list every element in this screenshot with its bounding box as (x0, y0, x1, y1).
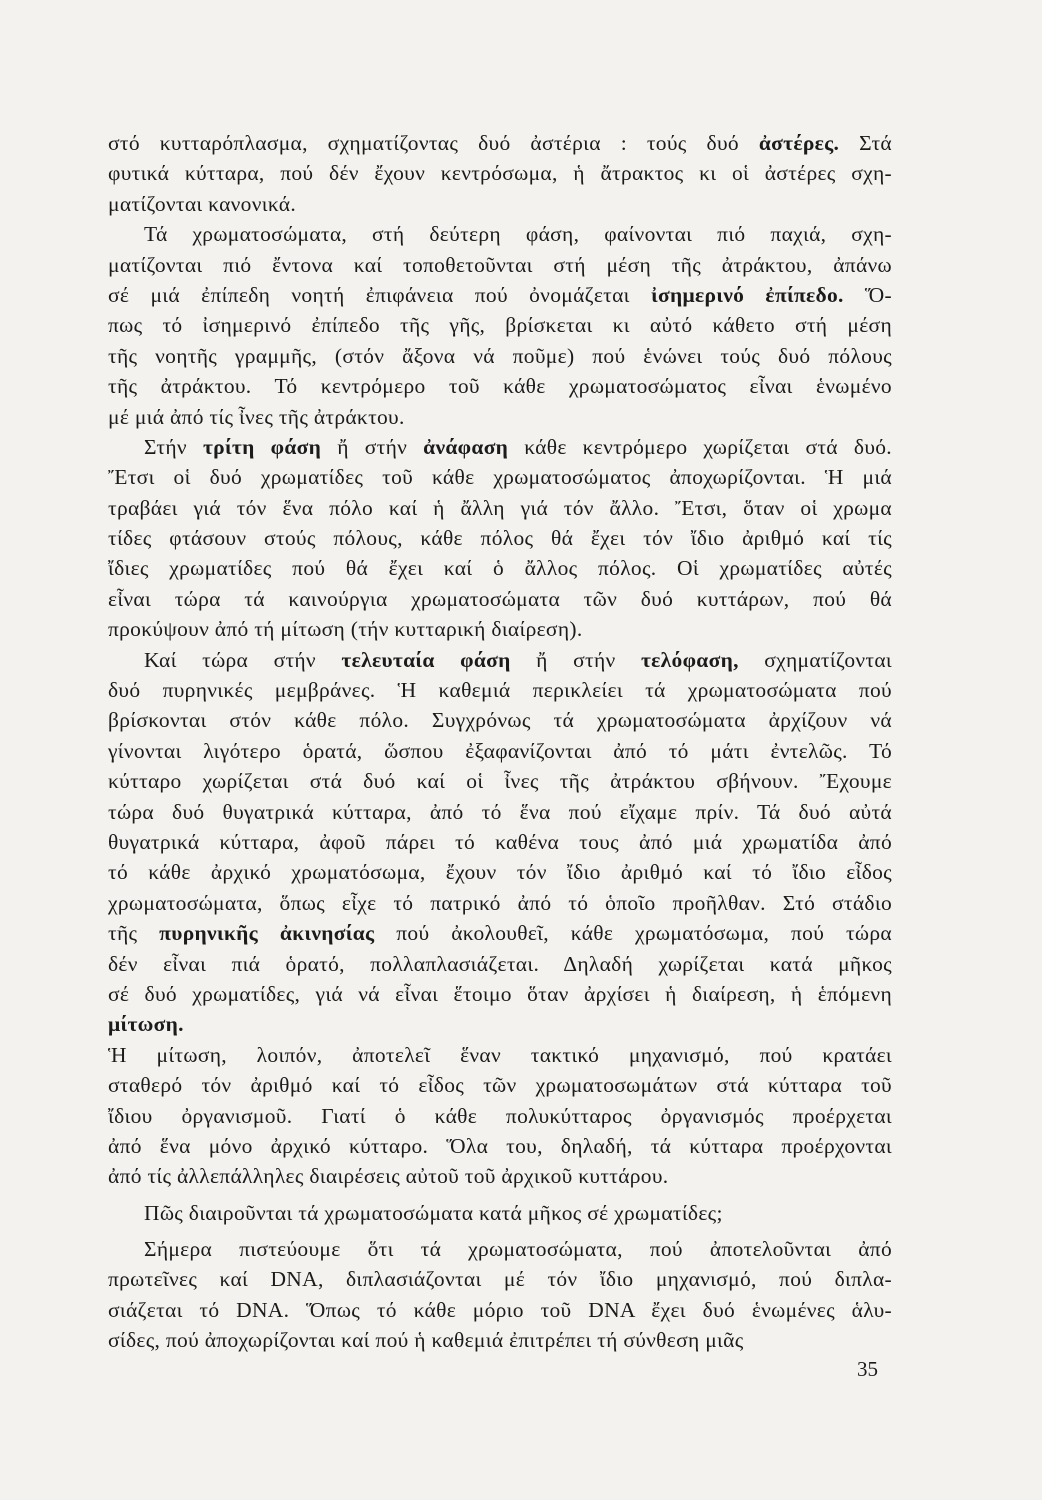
text-run: ἤ στήν (321, 434, 424, 459)
text-run: ἀπό ἕνα μόνο ἀρχικό κύτταρο. Ὅλα του, δηλαδή, τά κύτταρα προέρχονται (108, 1133, 892, 1158)
text-line (108, 736, 892, 766)
text-run: σχηματίζονται (738, 647, 892, 672)
text-run: ματίζονται κανονικά. (108, 191, 297, 216)
text-line (108, 645, 892, 675)
text-run: τῆς (108, 921, 160, 946)
text-line (108, 797, 892, 827)
text-run: σταθερό τόν ἀριθμό καί τό εἶδος τῶν χρωματοσωμάτων στά κύτταρα τοῦ (108, 1073, 892, 1098)
text-line (108, 584, 892, 614)
text-line (108, 1101, 892, 1131)
text-run: ἴδιες χρωματίδες πού θά ἔχει καί ὁ ἄλλος πόλος. Οἱ χρωματίδες αὐτές (108, 556, 892, 581)
text-line (108, 189, 892, 219)
text-run: Ἔτσι οἱ δυό χρωματίδες τοῦ κάθε χρωματοσώματος ἀποχωρίζονται. Ἡ μιά (108, 465, 892, 490)
text-line (108, 310, 892, 340)
bold-term: ἰσημερινό ἐπίπεδο. (651, 282, 844, 307)
text-line (108, 158, 892, 188)
text-line (108, 1131, 892, 1161)
text-line (108, 128, 892, 158)
text-line (108, 949, 892, 979)
text-run: θυγατρικά κύτταρα, ἀφοῦ πάρει τό καθένα τους ἀπό μιά χρωματίδα ἀπό (108, 829, 892, 854)
text-run: Καί τώρα στήν (144, 647, 342, 672)
text-run: τώρα δυό θυγατρικά κύτταρα, ἀπό τό ἕνα πού εἴχαμε πρίν. Τά δυό αὐτά (108, 799, 892, 824)
text-line (108, 371, 892, 401)
text-run: προκύψουν ἀπό τή μίτωση (τήν κυτταρική διαίρεση). (108, 617, 583, 642)
bold-term: τελόφαση, (640, 647, 739, 672)
text-line (108, 493, 892, 523)
text-run: τό κάθε ἀρχικό χρωματόσωμα, ἔχουν τόν ἴδιο ἀριθμό καί τό ἴδιο εἶδος (108, 860, 892, 885)
text-line (108, 888, 892, 918)
text-run: Ὅ- (843, 282, 892, 307)
text-line (108, 1040, 892, 1070)
text-run: γίνονται λιγότερο ὁρατά, ὥσπου ἐξαφανίζονται ἀπό τό μάτι ἐντελῶς. Τό (108, 738, 892, 763)
text-run: τραβάει γιά τόν ἕνα πόλο καί ἡ ἄλλη γιά τόν ἄλλο. Ἔτσι, ὅταν οἱ χρωμα (108, 495, 892, 520)
text-run: τῆς νοητῆς γραμμῆς, (στόν ἄξονα νά ποῦμε) πού ἑνώνει τούς δυό πόλους (108, 343, 892, 368)
text-run: χρωματοσώματα, ὅπως εἶχε τό πατρικό ἀπό τό ὁποῖο προῆλθαν. Στό στάδιο (108, 890, 892, 915)
text-run: Στήν (144, 434, 203, 459)
text-line (108, 250, 892, 280)
text-run: δέν εἶναι πιά ὁρατό, πολλαπλασιάζεται. Δηλαδή χωρίζεται κατά μῆκος (108, 951, 892, 976)
text-line (108, 280, 892, 310)
bold-term: τρίτη φάση (202, 434, 322, 459)
bold-term: τελευταία φάση (341, 647, 511, 672)
text-line (108, 462, 892, 492)
text-run: κάθε κεντρόμερο χωρίζεται στά δυό. (508, 434, 892, 459)
bold-term: ἀνάφαση (423, 434, 509, 459)
bold-term: ἀστέρες. (758, 131, 840, 155)
text-run: πως τό ἰσημερινό ἐπίπεδο τῆς γῆς, βρίσκεται κι αὐτό κάθετο στή μέση (108, 313, 892, 338)
text-run: στό κυτταρόπλασμα, σχηματίζοντας δυό ἀστέρια : τούς δυό (108, 131, 759, 155)
text-line (108, 1198, 892, 1228)
text-line (108, 857, 892, 887)
page-number: 35 (857, 1357, 878, 1381)
text-line (108, 1234, 892, 1264)
text-run: τῆς ἀτράκτου. Τό κεντρόμερο τοῦ κάθε χρωματοσώματος εἶναι ἑνωμένο (108, 374, 892, 399)
text-line (108, 827, 892, 857)
text-run: Τά χρωματοσώματα, στή δεύτερη φάση, φαίνονται πιό παχιά, σχη- (144, 222, 892, 247)
text-run: ἀπό τίς ἀλλεπάλληλες διαιρέσεις αὐτοῦ τοῦ ἀρχικοῦ κυττάρου. (108, 1164, 669, 1189)
text-line (108, 614, 892, 644)
text-run: σέ μιά ἐπίπεδη νοητή ἐπιφάνεια πού ὀνομάζεται (108, 282, 651, 307)
text-run: δυό πυρηνικές μεμβράνες. Ἡ καθεμιά περικλείει τά χρωματοσώματα πού (108, 678, 892, 703)
text-run: σίδες, πού ἀποχωρίζονται καί πού ἡ καθεμιά ἐπιτρέπει τή σύνθεση μιᾶς (108, 1328, 744, 1353)
text-line (108, 1295, 892, 1325)
body-text (108, 128, 892, 1356)
text-run: Ἡ μίτωση, λοιπόν, ἀποτελεῖ ἕναν τακτικό μηχανισμό, πού κρατάει (108, 1042, 892, 1067)
text-line (108, 1264, 892, 1294)
text-line (108, 675, 892, 705)
text-run: ἴδιου ὀργανισμοῦ. Γιατί ὁ κάθε πολυκύτταρος ὀργανισμός προέρχεται (108, 1103, 892, 1128)
text-run: εἶναι τώρα τά καινούργια χρωματοσώματα τῶν δυό κυττάρων, πού θά (108, 586, 892, 611)
text-run: σιάζεται τό DNA. Ὅπως τό κάθε μόριο τοῦ DNA ἔχει δυό ἑνωμένες ἁλυ- (108, 1297, 892, 1322)
text-line (108, 1009, 892, 1039)
text-line (108, 432, 892, 462)
text-line (108, 402, 892, 432)
text-run: βρίσκονται στόν κάθε πόλο. Συγχρόνως τά χρωματοσώματα ἀρχίζουν νά (108, 708, 892, 733)
text-run: ἤ στήν (510, 647, 641, 672)
text-run: μέ μιά ἀπό τίς ἶνες τῆς ἀτράκτου. (108, 404, 405, 429)
text-line (108, 1325, 892, 1355)
text-line (108, 523, 892, 553)
text-line (108, 979, 892, 1009)
text-run: Στά (839, 131, 893, 155)
bold-term: πυρηνικῆς ἀκινησίας (159, 921, 375, 946)
text-run: τίδες φτάσουν στούς πόλους, κάθε πόλος θά ἔχει τόν ἴδιο ἀριθμό καί τίς (108, 526, 892, 551)
text-line (108, 705, 892, 735)
text-run: πού ἀκολουθεῖ, κάθε χρωματόσωμα, πού τώρα (374, 921, 892, 946)
text-run: σέ δυό χρωματίδες, γιά νά εἶναι ἕτοιμο ὅταν ἀρχίσει ἡ διαίρεση, ἡ ἑπόμενη (108, 981, 892, 1006)
bold-term: μίτωση. (108, 1012, 184, 1037)
text-line (108, 553, 892, 583)
text-line (108, 219, 892, 249)
text-line (108, 341, 892, 371)
text-run: πρωτεῖνες καί DNA, διπλασιάζονται μέ τόν ἴδιο μηχανισμό, πού διπλα- (108, 1267, 892, 1292)
text-line (108, 918, 892, 948)
text-line (108, 766, 892, 796)
text-run: Πῶς διαιροῦνται τά χρωματοσώματα κατά μῆκος σέ χρωματίδες; (144, 1200, 723, 1225)
text-run: φυτικά κύτταρα, πού δέν ἔχουν κεντρόσωμα, ἡ ἄτρακτος κι οἱ ἀστέρες σχη- (108, 161, 892, 186)
text-line (108, 1070, 892, 1100)
text-run: Σήμερα πιστεύουμε ὅτι τά χρωματοσώματα, πού ἀποτελοῦνται ἀπό (144, 1237, 892, 1262)
text-run: κύτταρο χωρίζεται στά δυό καί οἱ ἶνες τῆς ἀτράκτου σβήνουν. Ἔχουμε (108, 769, 892, 794)
text-run: ματίζονται πιό ἔντονα καί τοποθετοῦνται στή μέση τῆς ἀτράκτου, ἀπάνω (108, 252, 892, 277)
text-line (108, 1161, 892, 1191)
